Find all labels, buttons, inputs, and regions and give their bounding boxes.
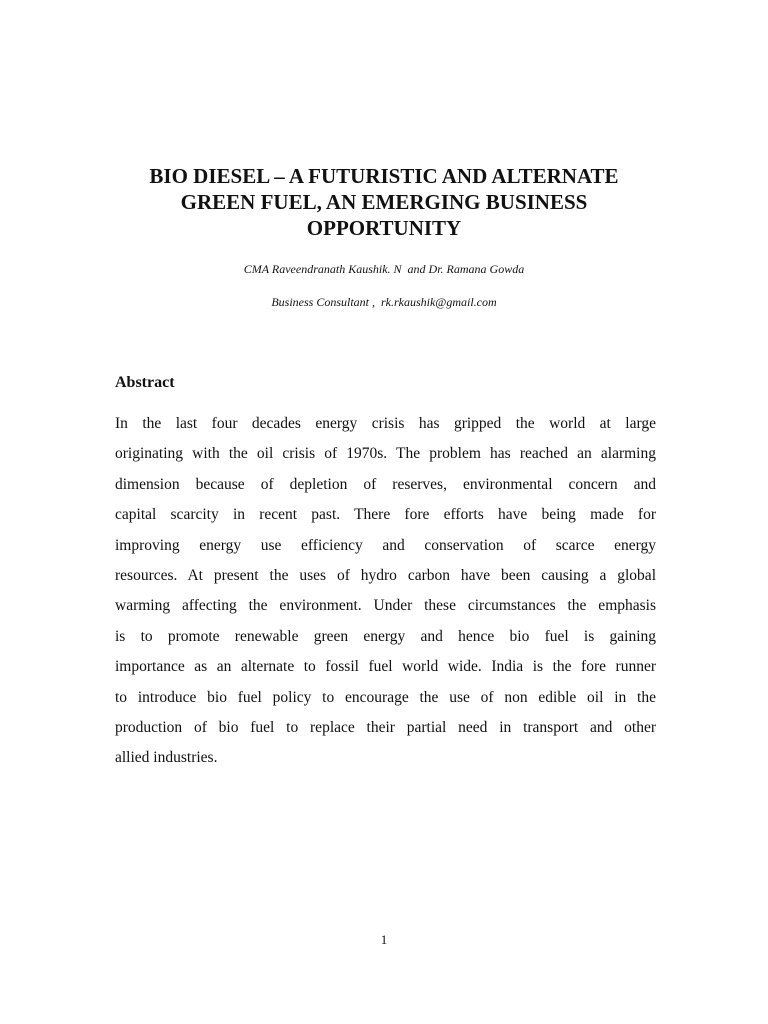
title-line: OPPORTUNITY	[306, 216, 462, 240]
page-number: 1	[380, 932, 388, 947]
abstract-line: allied industries.	[115, 749, 218, 767]
author-names: CMA Raveendranath Kaushik. N and Dr. Ramana Gowda	[243, 262, 525, 276]
abstract-line: to introduce bio fuel policy to encourage the use of non edible oil in the	[115, 688, 656, 706]
abstract-line: production of bio fuel to replace their partial need in transport and other	[115, 718, 656, 736]
title-line: BIO DIESEL – A FUTURISTIC AND ALTERNATE	[149, 164, 619, 188]
paper-title	[100, 163, 668, 241]
abstract-line: improving energy use efficiency and conservation of scarce energy	[115, 536, 656, 554]
abstract-line: dimension because of depletion of reserves, environmental concern and	[115, 475, 656, 493]
author-affiliation: Business Consultant , rk.rkaushik@gmail.com	[271, 295, 497, 309]
abstract-line: warming affecting the environment. Under these circumstances the emphasis	[115, 597, 656, 615]
abstract-line: importance as an alternate to fossil fuel world wide. India is the fore runner	[115, 658, 656, 676]
abstract-line: In the last four decades energy crisis has gripped the world at large	[115, 415, 656, 432]
abstract-line: is to promote renewable green energy and hence bio fuel is gaining	[115, 627, 656, 645]
abstract-body	[115, 414, 656, 779]
abstract-heading: Abstract	[115, 374, 175, 391]
title-line: GREEN FUEL, AN EMERGING BUSINESS	[180, 190, 588, 214]
abstract-line: capital scarcity in recent past. There fore efforts have being made for	[115, 506, 656, 524]
abstract-line: originating with the oil crisis of 1970s. The problem has reached an alarming	[115, 445, 656, 463]
abstract-line: resources. At present the uses of hydro carbon have been causing a global	[115, 566, 656, 584]
